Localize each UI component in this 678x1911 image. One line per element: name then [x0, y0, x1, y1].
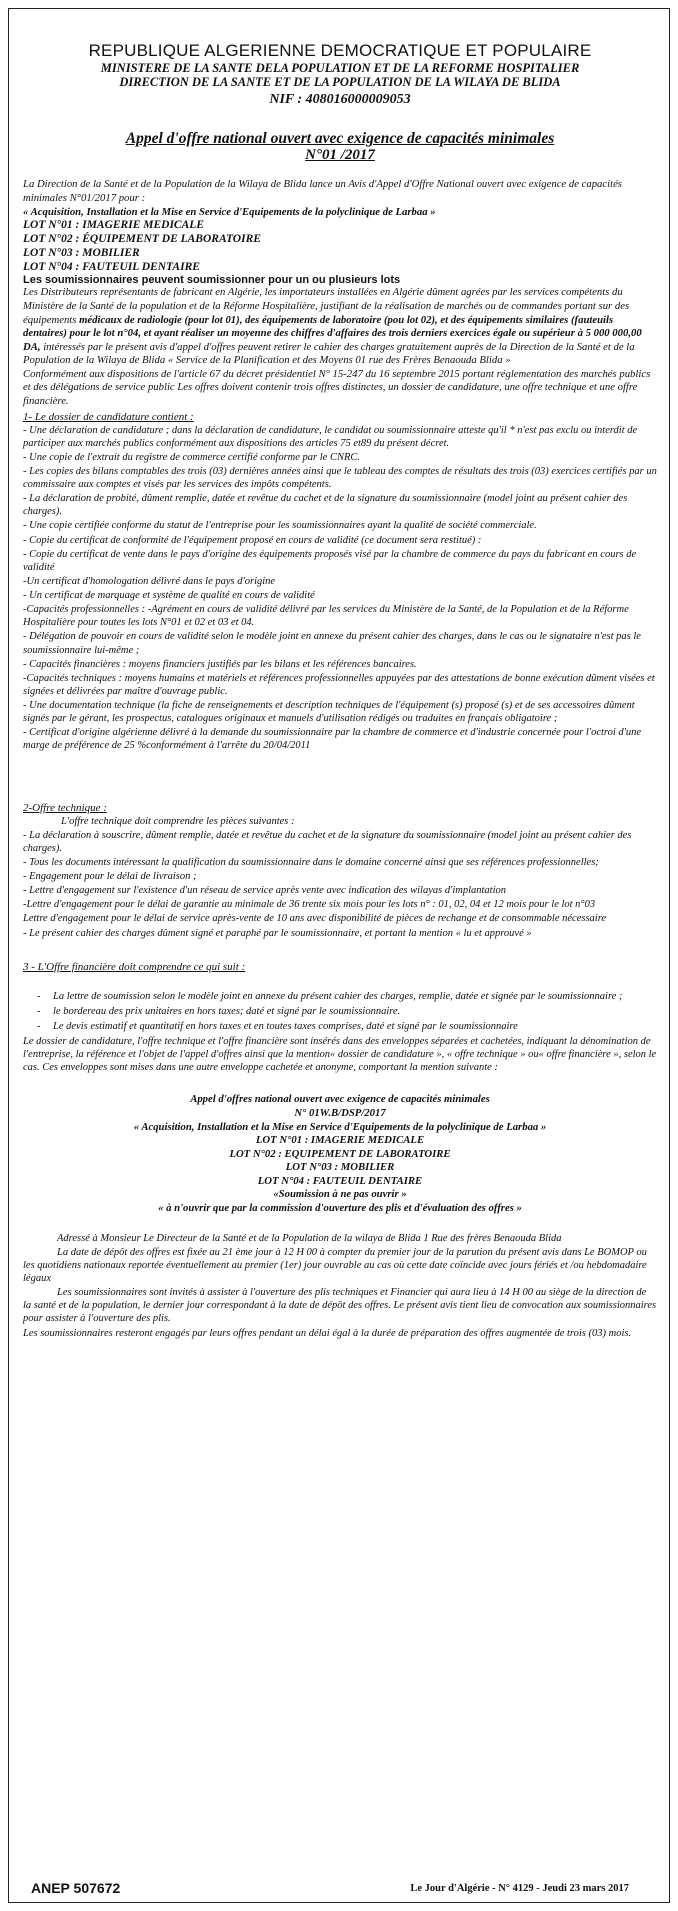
list-item: -Capacités techniques : moyens humains et matériels et références professionnelles appuyées par des attestations de bonne exécution dûment visées et signées et délivrées par maître d'ouvrage public. [23, 672, 655, 697]
list-item: - Une copie certifiée conforme du statut de l'entreprise pour les soumissionnaires ayant la qualité de société commerciale. [23, 520, 537, 532]
intro-paragraph: La Direction de la Santé et de la Population de la Wilaya de Blida lance un Avis d'Appel d'Offre National ouvert avec exigence de capacités minimales N°01/2017 pour : [23, 178, 622, 205]
section3-envelope-instructions: Le dossier de candidature, l'offre technique et l'offre financière sont insérés dans des enveloppes séparées et cachetées, indiquant la dénomination de l'entreprise, la référence et l'objet de l'appel d'offres ainsi que la mention« dossier de candidature », « offre technique » ou« offre financière », selon le cas. Ces enveloppes sont mises dans une autre enveloppe cachetée et anonyme, comportant la mention suivante : [23, 1036, 657, 1074]
closing-validity: Les soumissionnaires resteront engagés par leurs offres pendant un délai égal à la durée de préparation des offres augmentée de trois (03) mois. [23, 1327, 632, 1339]
list-item: - Un certificat de marquage et système de qualité en cours de validité [23, 590, 315, 602]
multi-lot-note: Les soumissionnaires peuvent soumissionner pour un ou plusieurs lots [23, 274, 401, 287]
lot-item: LOT N°03 : MOBILIER [23, 246, 140, 259]
list-item: -Capacités professionnelles : -Agrément en cours de validité délivré par les services du Ministère de la Santé, de la Population et de la Réforme Hospitalière pour toutes les lots N°01 et 02 et 03 et 04. [23, 604, 629, 629]
list-item: - Le présent cahier des charges dûment signé et paraphé par le soumissionnaire, et portant la mention « lu et approuvé » [23, 927, 532, 939]
list-item: - Capacités financières : moyens financiers justifiés par les bilans et les références bancaires. [23, 658, 417, 670]
lot-item: LOT N°02 : ÉQUIPEMENT DE LABORATOIRE [23, 232, 261, 245]
lot-item: LOT N°01 : IMAGERIE MEDICALE [23, 219, 204, 232]
eligibility-part-c: intéressés par le présent avis d'appel d'offres peuvent retirer le cahier des charges gratuitement auprès de la Direction de la Santé et de la Population de la Wilaya de Blida « Service de la Planification et des Moyens 01 rue des Frères Benaouda Blida » [23, 340, 635, 367]
envelope-lot: LOT N°01 : IMAGERIE MEDICALE [255, 1134, 425, 1147]
list-item: - Une copie de l'extrait du registre de commerce certifié conforme par le CNRC. [23, 451, 360, 463]
section1-heading: 1- Le dossier de candidature contient : [23, 410, 194, 423]
section1-list [23, 424, 657, 753]
list-item: - Copie du certificat de conformité de l'équipement proposé en cours de validité (ce document sera restitué) : [23, 534, 482, 546]
section2-heading: 2-Offre technique : [23, 801, 107, 814]
envelope-object: « Acquisition, Installation et la Mise en Service d'Equipements de la polyclinique de Larbaa » [133, 1120, 547, 1133]
eligibility-part-b: médicaux de radiologie (pour lot 01), des équipements de laboratoire (pou lot 02), et des équipements similaires (fauteuils dentaires) pour le lot n°04, et ayant réaliser un moyenne des chiffres d'affaires des trois derniers exercices égale ou supérieur à 5 000 000,00 DA, [23, 313, 642, 353]
nif-number: NIF : 408016000009053 [269, 92, 411, 108]
eligibility-part-a: Les Distributeurs représentants de fabricant en Algérie, les importateurs installées en Algérie dûment agrées par les services compétents du Ministère de la Santé de la population et de la Réforme Hospitalière, justifiant de la réalisation de marchés ou de commandes portant sur des équipements [23, 286, 630, 326]
list-item: - Engagement pour le délai de livraison ; [23, 871, 197, 883]
section3-list [23, 990, 657, 1033]
list-item: -Lettre d'engagement pour le délai de garantie au minimale de 36 trente six mois pour les lots n° : 01, 02, 04 et 12 mois pour le lot n°03 [23, 899, 596, 911]
eligibility-paragraph [23, 286, 657, 367]
closing-address: Adressé à Monsieur Le Directeur de la Santé et de la Population de la wilaya de Blida 1 Rue des frères Benaouda Blida [57, 1232, 562, 1244]
list-item: - La déclaration de probité, dûment remplie, datée et revêtue du cachet et de la signature du soumissionnaire (model joint au présent cahier des charges). [23, 493, 628, 518]
list-item: Lettre d'engagement pour le délai de service après-vente de 10 ans avec disponibilité de pièces de rechange et de consommable nécessaire [23, 913, 607, 925]
list-item: - Une déclaration de candidature ; dans la déclaration de candidature, le candidat ou soumissionnaire atteste qu'il * n'est pas exclu ou interdit de participer aux marchés publics conformément aux dispositions des articles 75 et89 du présent décret. [23, 424, 638, 449]
direction-title: DIRECTION DE LA SANTE ET DE LA POPULATION DE LA WILAYA DE BLIDA [119, 74, 561, 89]
section3-heading: 3 - L'Offre financière doit comprendre ce qui suit : [23, 960, 246, 973]
envelope-lot: LOT N°02 : EQUIPEMENT DE LABORATOIRE [229, 1147, 451, 1160]
ministry-title: MINISTERE DE LA SANTE DELA POPULATION ET DE LA REFORME HOSPITALIER [100, 60, 580, 75]
lot-list [23, 219, 657, 274]
document-header [23, 41, 657, 108]
envelope-lot: LOT N°03 : MOBILIER [285, 1161, 395, 1174]
envelope-number: N° 01W.B/DSP/2017 [294, 1107, 386, 1120]
closing-deadline: La date de dépôt des offres est fixée au 21 ème jour à 12 H 00 à compter du premier jour de la parution du présent avis dans Le BOMOP ou les quotidiens nationaux reportée éventuellement au premier (1er) jour ouvrable au cas où cette date coïncide avec jours fériés et /ou hebdomadaire légaux [23, 1246, 647, 1285]
list-item: - Certificat d'origine algérienne délivré à la demande du soumissionnaire par la chambre de commerce et d'industrie concernée pour l'octroi d'une marge de préférence de 25 %conformément à l'arrête du 20/04/2011 [23, 727, 642, 752]
envelope-mention [23, 1093, 657, 1215]
journal-reference: Le Jour d'Algérie - N° 4129 - Jeudi 23 mars 2017 [410, 1883, 629, 1894]
list-item: - Tous les documents intéressant la qualification du soumissionnaire dans le domaine concerné ainsi que ses références professionnelles; [23, 856, 599, 868]
anep-reference: ANEP 507672 [31, 1880, 121, 1896]
envelope-commission-note: « à n'ouvrir que par la commission d'ouverture des plis et d'évaluation des offres » [158, 1202, 522, 1215]
list-item: - le bordereau des prix unitaires en hors taxes; daté et signé par le soumissionnaire. [23, 1005, 657, 1018]
republic-title: REPUBLIQUE ALGERIENNE DEMOCRATIQUE ET POPULAIRE [88, 41, 592, 60]
list-item: - Une documentation technique (la fiche de renseignements et description techniques de l'équipement (s) proposé (s) et de ses accessoires dûment signés par le gérant, les prospectus, catalogues originaux et manuels d'utilisation rédigés ou traduites en français obligatoire ; [23, 700, 635, 725]
tender-object: « Acquisition, Installation et la Mise en Service d'Equipements de la polyclinique de Larbaa » [23, 205, 436, 218]
list-item: - Délégation de pouvoir en cours de validité selon le modèle joint en annexe du présent cahier des charges, dans le cas ou le signataire n'est pas le soumissionnaire lui-même ; [23, 631, 641, 656]
section2-intro: L'offre technique doit comprendre les pièces suivantes : [61, 815, 295, 827]
list-item: - La lettre de soumission selon le modèle joint en annexe du présent cahier des charges, remplie, datée et signée par le soumissionnaire ; [23, 990, 657, 1003]
envelope-do-not-open: «Soumission à ne pas ouvrir » [273, 1188, 407, 1201]
tender-number: N°01 /2017 [305, 147, 375, 164]
section2-list [23, 829, 657, 940]
closing-opening: Les soumissionnaires sont invités à assister à l'ouverture des plis techniques et Financier qui aura lieu à 14 H 00 au siège de la direction de la santé et de la population, le dernier jour correspondant à la date de dépôt des offres. Le présent avis tient lieu de convocation aux soumissionnaires pour assister à l'ouverture des plis. [23, 1287, 657, 1325]
tender-title: Appel d'offre national ouvert avec exigence de capacités minimales [125, 130, 555, 148]
list-item: - La déclaration à souscrire, dûment remplie, datée et revêtue du cachet et de la signature du soumissionnaire (model joint au présent cahier des charges). [23, 829, 632, 854]
legal-reference: Conformément aux dispositions de l'article 67 du décret présidentiel N° 15-247 du 16 septembre 2015 portant réglementation des marchés publics et des délégations de service public Les offres doivent contenir trois offres distinctes, un dossier de candidature, une offre technique et une offre financière. [23, 367, 651, 407]
lot-item: LOT N°04 : FAUTEUIL DENTAIRE [23, 260, 200, 273]
closing-section [23, 1232, 657, 1340]
list-item: - Copie du certificat de vente dans le pays d'origine des équipements proposés visé par la chambre de commerce du pays du fabricant en cours de validité [23, 548, 637, 573]
list-item: - Lettre d'engagement sur l'existence d'un réseau de service après vente avec indication des wilayas d'implantation [23, 885, 507, 897]
list-item: - Le devis estimatif et quantitatif en hors taxes et en toutes taxes comprises, daté et signé par le soumissionnaire [23, 1020, 657, 1033]
ad-content [23, 41, 657, 1341]
newspaper-ad-frame [8, 8, 670, 1903]
envelope-title: Appel d'offres national ouvert avec exigence de capacités minimales [190, 1093, 490, 1106]
list-item: - Les copies des bilans comptables des trois (03) dernières années ainsi que le tableau des comptes de résultats des trois (03) exercices certifiés par un commissaire aux comptes et visés par les services des impôts compétents. [23, 465, 657, 491]
envelope-lot: LOT N°04 : FAUTEUIL DENTAIRE [257, 1174, 423, 1187]
list-item: -Un certificat d'homologation délivré dans le pays d'origine [23, 575, 276, 587]
